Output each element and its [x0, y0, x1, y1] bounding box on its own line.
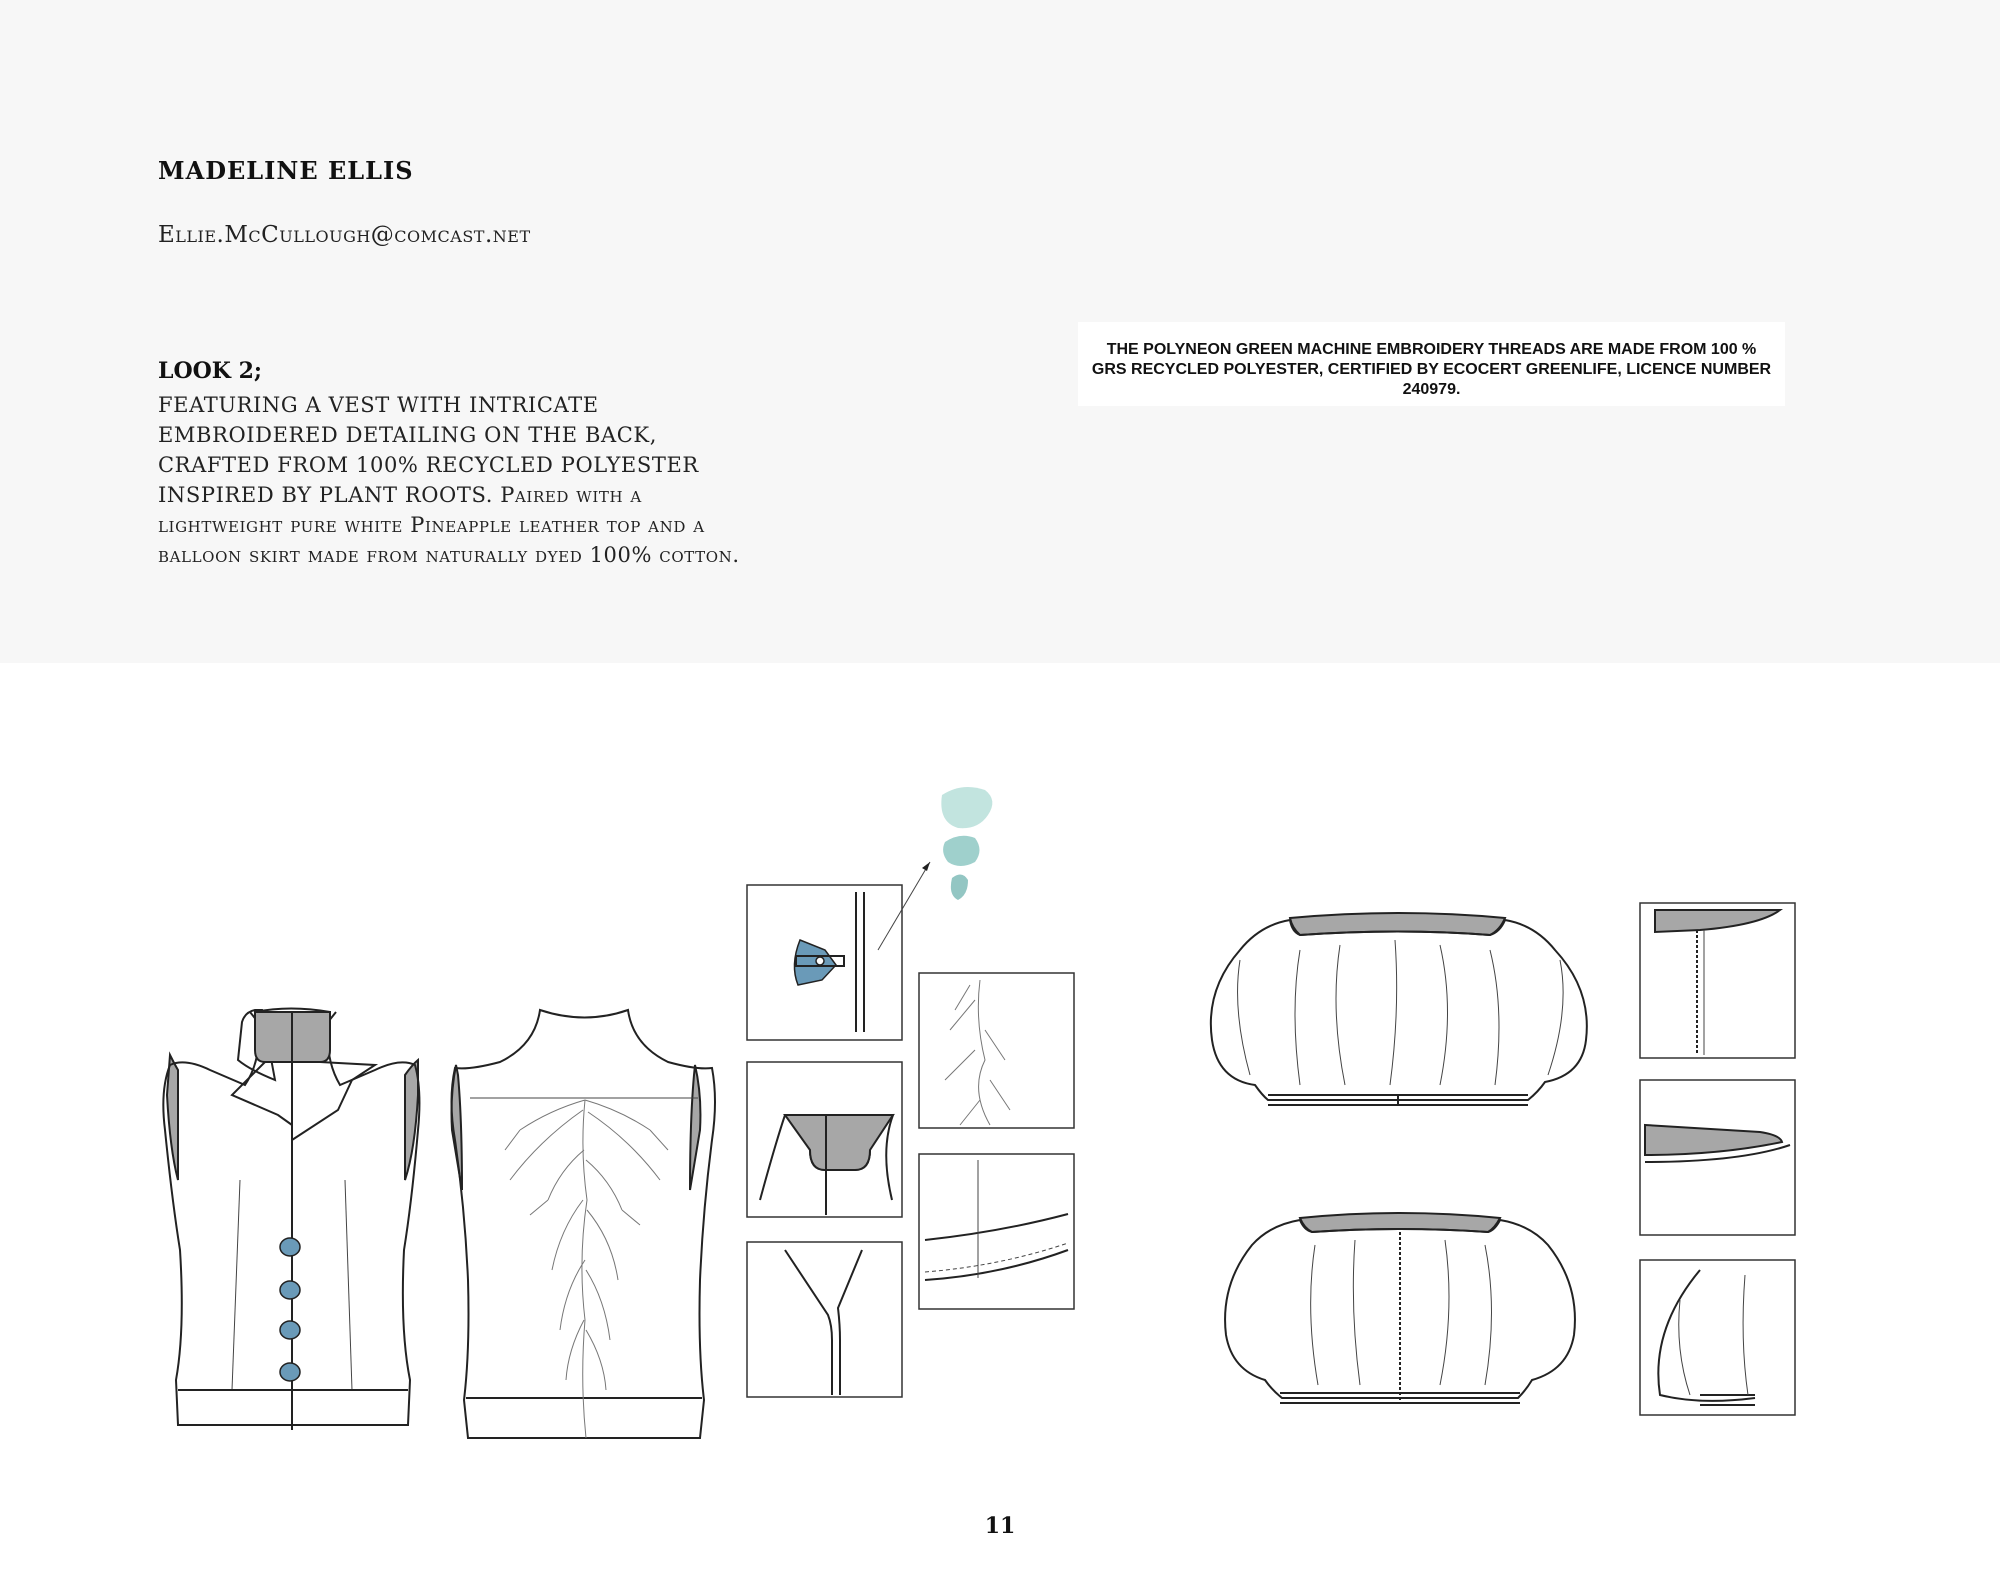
sea-glass-swatches: [941, 787, 992, 900]
button-icon: [280, 1363, 300, 1381]
detail-hem: [919, 1154, 1074, 1309]
detail-neckline: [1640, 1080, 1795, 1235]
button-icon: [280, 1281, 300, 1299]
sea-glass-small-icon: [951, 874, 968, 900]
look-description: FEATURING A VEST WITH INTRICATE EMBROIDERED DETAILING ON THE BACK, CRAFTED FROM 100% RECYCLED POLYESTER INSPIRED BY PLANT ROOTS. Paired with a lightweight pure white Pineapple leather top and a balloon skirt made from naturally dyed 100% cotton.: [158, 393, 740, 567]
look-title: LOOK 2;: [158, 358, 263, 384]
detail-lapel: [747, 1242, 902, 1397]
sea-glass-large-icon: [941, 787, 992, 828]
balloon-top-back-flat: [1225, 1213, 1575, 1403]
vest-back-flat: [452, 1010, 716, 1438]
page-number: 11: [984, 1513, 1016, 1539]
button-icon: [280, 1238, 300, 1256]
top-detail-panels: [1640, 903, 1795, 1415]
thread-certification-note: THE POLYNEON GREEN MACHINE EMBROIDERY THREADS ARE MADE FROM 100 % GRS RECYCLED POLYESTER, CERTIFIED BY ECOCERT GREENLIFE, LICENCE NUMBER 240979.: [1078, 322, 1785, 406]
designer-name: MADELINE ELLIS: [158, 156, 414, 185]
vest-buttons: [280, 1238, 300, 1381]
detail-back-embroidery: [919, 973, 1074, 1128]
designer-email[interactable]: Ellie.McCullough@comcast.net: [158, 222, 531, 248]
balloon-top-front-flat: [1211, 913, 1587, 1105]
vest-front-flat: [163, 1009, 419, 1431]
sea-glass-medium-icon: [943, 836, 979, 866]
vest-detail-panels: [747, 862, 1074, 1397]
button-icon: [280, 1321, 300, 1339]
root-embroidery: [505, 1100, 668, 1438]
